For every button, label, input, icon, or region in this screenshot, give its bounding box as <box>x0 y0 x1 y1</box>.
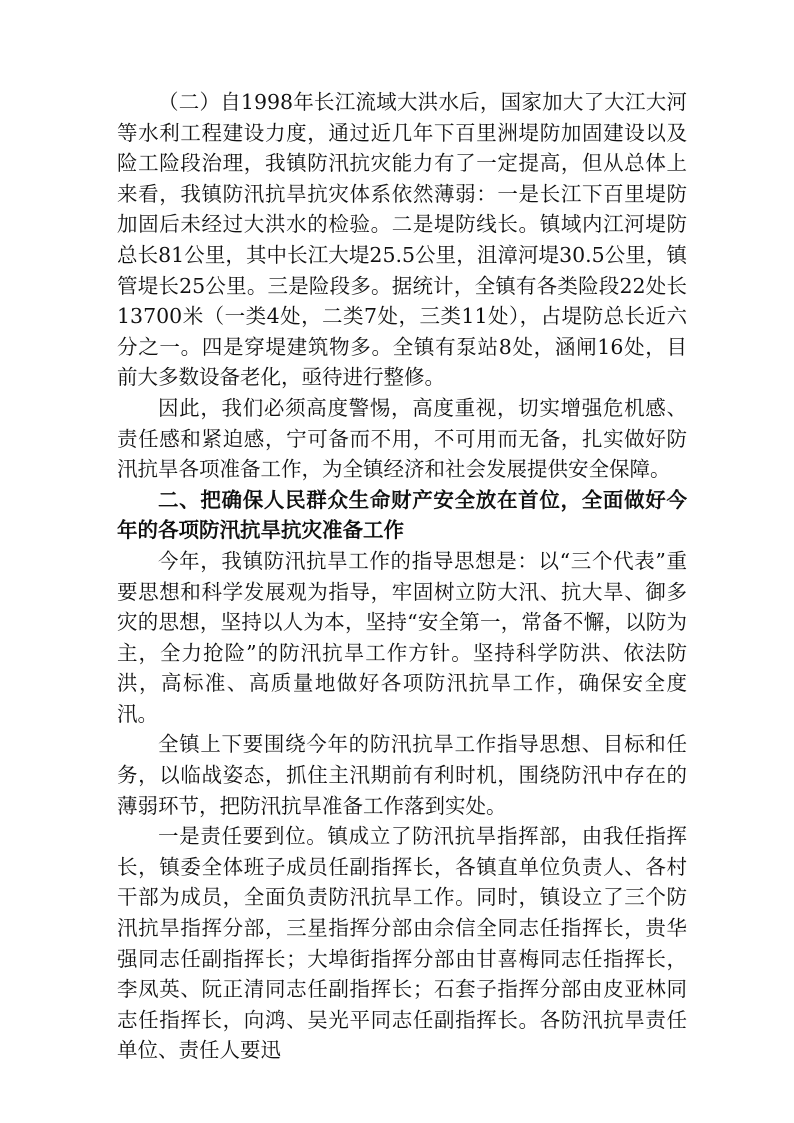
paragraph-implementation: 全镇上下要围绕今年的防汛抗旱工作指导思想、目标和任务，以临战姿态，抓住主汛期前有利时机，围绕防汛中存在的薄弱环节，把防汛抗旱准备工作落到实处。 <box>117 732 687 818</box>
paragraph-background: （二）自1998年长江流域大洪水后，国家加大了大江大河等水利工程建设力度，通过近几年下百里洲堤防加固建设以及险工险段治理，我镇防汛抗灾能力有了一定提高，但从总体上来看，我镇防汛抗旱抗灾体系依然薄弱：一是长江下百里堤防加固后未经过大洪水的检验。二是堤防线长。镇域内江河堤防总长81公里，其中长江大堤25.5公里，沮漳河堤30.5公里，镇管堤长25公里。三是险段多。据统计，全镇有各类险段22处长13700米（一类4处，二类7处，三类11处），占堤防总长近六分之一。四是穿堤建筑物多。全镇有泵站8处，涵闸16处，目前大多数设备老化，亟待进行整修。 <box>117 90 687 390</box>
document-body <box>117 87 687 1066</box>
section-heading: 二、把确保人民群众生命财产安全放在首位，全面做好今年的各项防汛抗旱抗灾准备工作 <box>117 487 687 543</box>
paragraph-guiding-thought: 今年，我镇防汛抗旱工作的指导思想是：以“三个代表”重要思想和科学发展观为指导，牢固树立防大汛、抗大旱、御多灾的思想，坚持以人为本，坚持“安全第一，常备不懈，以防为主，全力抢险”的防汛抗旱工作方针。坚持科学防洪、依法防洪，高标准、高质量地做好各项防汛抗旱工作，确保安全度汛。 <box>117 548 687 726</box>
paragraph-call-to-action: 因此，我们必须高度警惕，高度重视，切实增强危机感、责任感和紧迫感，宁可备而不用，不可用而无备，扎实做好防汛抗旱各项准备工作，为全镇经济和社会发展提供安全保障。 <box>117 395 687 482</box>
paragraph-responsibility: 一是责任要到位。镇成立了防汛抗旱指挥部，由我任指挥长，镇委全体班子成员任副指挥长，各镇直单位负责人、各村干部为成员，全面负责防汛抗旱工作。同时，镇设立了三个防汛抗旱指挥分部，三星指挥分部由佘信全同志任指挥长，贵华强同志任副指挥长；大埠街指挥分部由甘喜梅同志任指挥长，李凤英、阮正清同志任副指挥长；石套子指挥分部由皮亚林同志任指挥长，向鸿、吴光平同志任副指挥长。各防汛抗旱责任单位、责任人要迅 <box>117 824 687 1063</box>
